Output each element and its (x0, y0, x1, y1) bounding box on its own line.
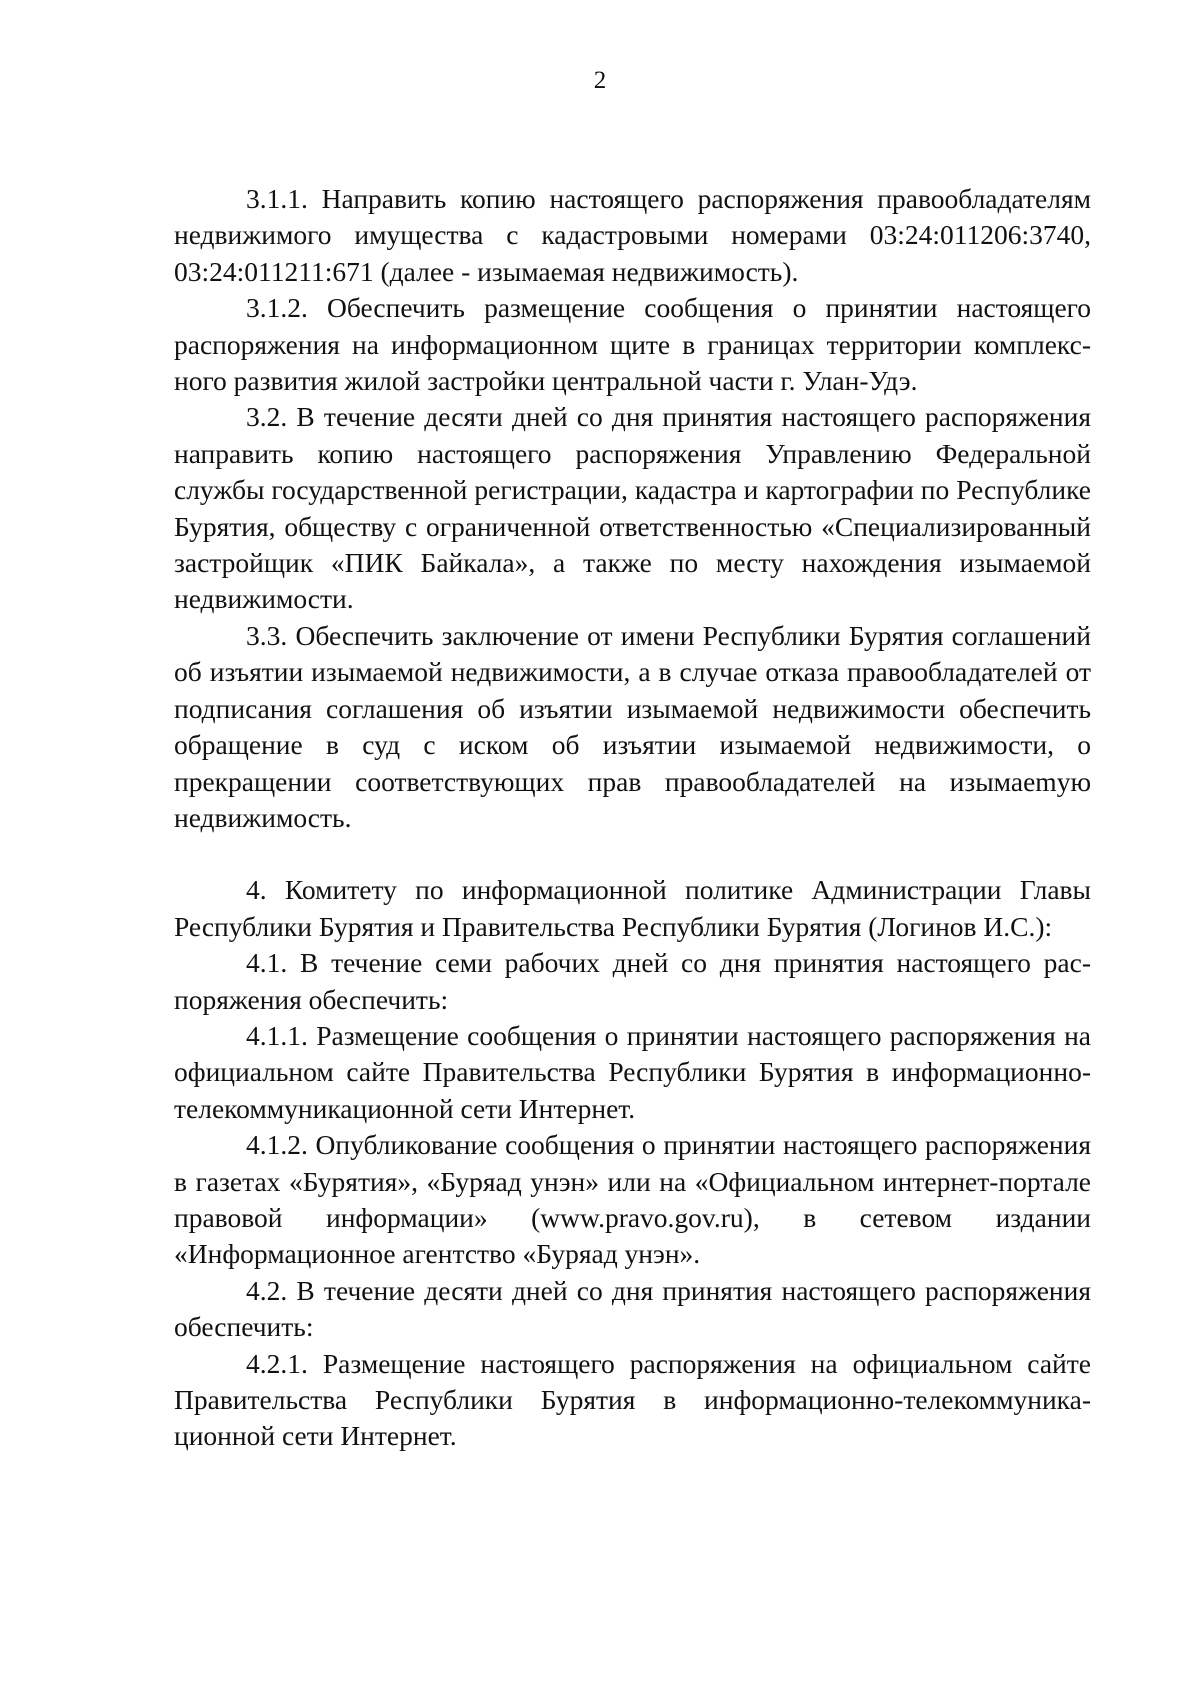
paragraph-4-2: 4.2. В течение десяти дней со дня принятия настоящего распоряжения обеспечить: (174, 1274, 1091, 1343)
paragraph-3-2: 3.2. В течение десяти дней со дня принятия настоящего распоряжения направить копию настоящего распоряжения Управлению Федеральной службы государственной регистрации, кадастра и картографии по Республике Бурятия, обществу с ограниченной ответственностью «Специализированный застройщик «ПИК Байкала», а также по месту нахождения изымаемой недвижимости. (174, 401, 1091, 615)
page-number: 2 (593, 67, 607, 94)
paragraph-4-2-1: 4.2.1. Размещение настоящего распоряжения на официальном сайте Правительства Республики Бурятия в информационно-телекоммуникационной сети Интернет. (174, 1347, 1091, 1452)
paragraph-4-1: 4.1. В течение семи рабочих дней со дня принятия настоящего распоряжения обеспечить: (174, 947, 1091, 1015)
document-body (174, 181, 1091, 1455)
paragraph-4-1-1: 4.1.1. Размещение сообщения о принятии настоящего распоряжения на официальном сайте Правительства Республики Бурятия в информационно-телекоммуникационной сети Интернет. (174, 1019, 1091, 1124)
paragraph-3-1-1: 3.1.1. Направить копию настоящего распоряжения правообладателям недвижимого имущества с кадастровыми номерами 03:24:011206:3740, 03:24:011211:671 (далее - изымаемая недвижимость). (174, 183, 1091, 287)
paragraph-3-3: 3.3. Обеспечить заключение от имени Республики Бурятия соглашений об изъятии изымаемой недвижимости, а в случае отказа правообладателей от подписания соглашения об изъятии изымаемой недвижимости обеспечить обращение в суд с иском об изъятии изымаемой недвижимости, о прекращении соответствующих прав правообладателей на изымаеmую недвижимость. (174, 619, 1091, 833)
paragraph-4-1-2: 4.1.2. Опубликование сообщения о принятии настоящего распоряжения в газетах «Бурятия», «Буряад унэн» или на «Официальном интернет-портале правовой информации» (www.pravo.gov.ru), в сетевом издании «Информационное агентство «Буряад унэн». (174, 1129, 1091, 1270)
paragraph-4: 4. Комитету по информационной политике Администрации Главы Республики Бурятия и Правительства Республики Бурятия (Логинов И.С.): (174, 874, 1091, 942)
paragraph-3-1-2: 3.1.2. Обеспечить размещение сообщения о принятии настоящего распоряжения на информационном щите в границах территории комплексного развития жилой застройки центральной части г. Улан-Удэ. (174, 292, 1091, 397)
